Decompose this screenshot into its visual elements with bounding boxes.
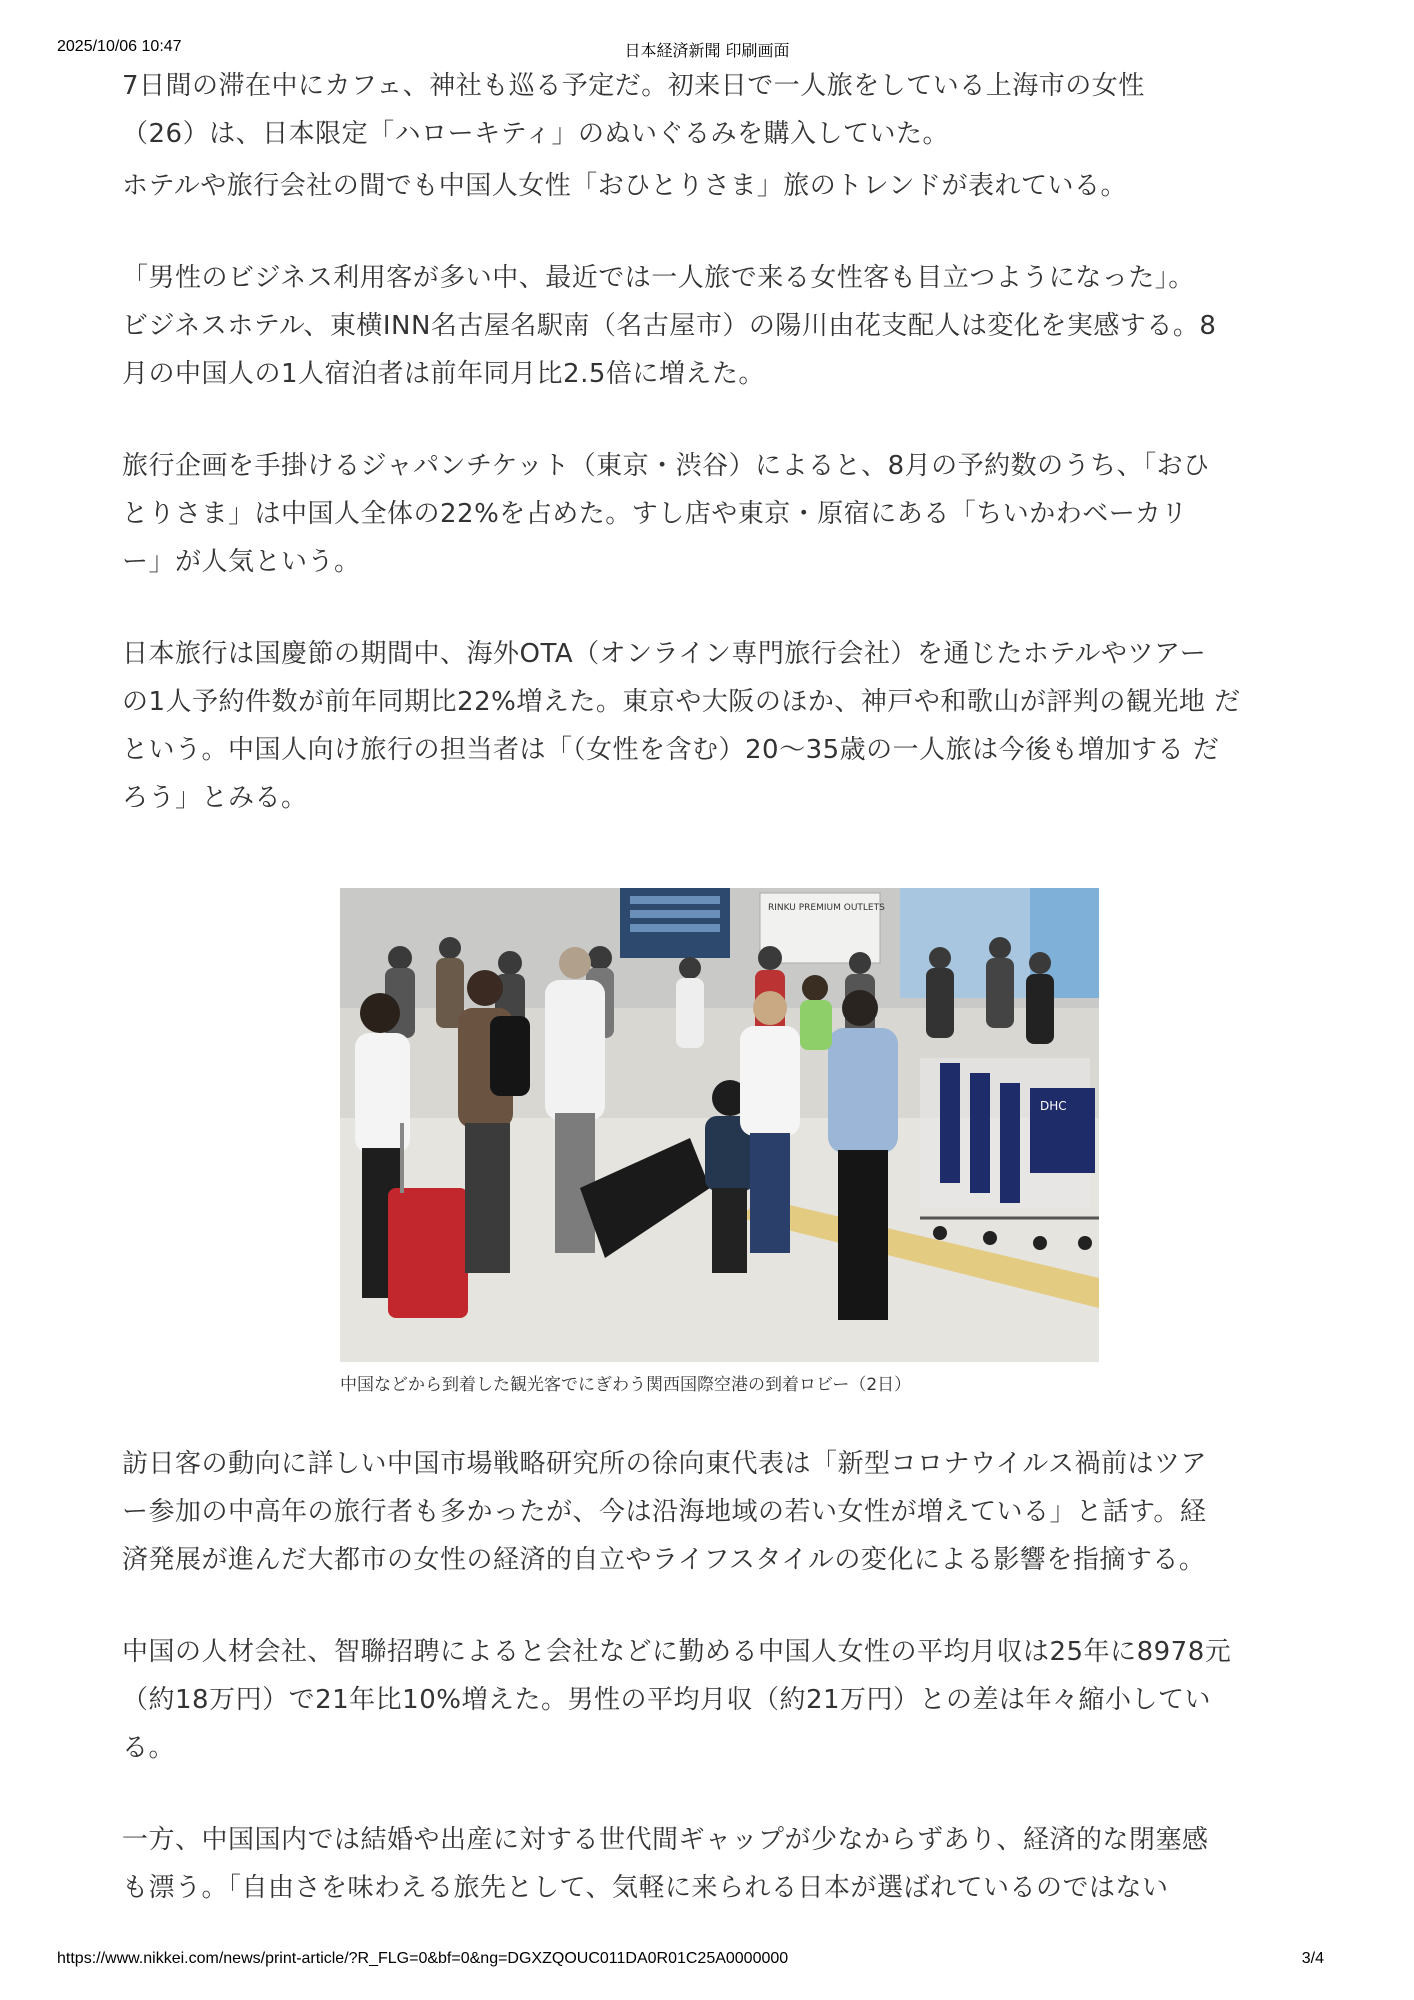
paragraph-line: （約18万円）で21年比10%増えた。男性の平均月収（約21万円）との差は年々縮小してい	[122, 1685, 1212, 1715]
paragraph	[122, 442, 1334, 586]
paragraph-line: る。	[122, 1733, 176, 1763]
paragraph	[122, 1440, 1334, 1584]
print-url: https://www.nikkei.com/news/print-article/?R_FLG=0&bf=0&ng=DGXZQOUC011DA0R01C25A0000000	[57, 1950, 789, 1967]
paragraph-line: 日本旅行は国慶節の期間中、海外OTA（オンライン専門旅行会社）を通じたホテルやツアー	[122, 639, 1207, 669]
paragraph-line: ろう」とみる。	[122, 783, 308, 813]
photo-caption: 中国などから到着した観光客でにぎわう関西国際空港の到着ロビー（2日）	[340, 1375, 912, 1395]
paragraph-line: も漂う。「自由さを味わえる旅先として、気軽に来られる日本が選ばれているのではない	[122, 1873, 1169, 1903]
article-body-continued	[122, 1440, 1334, 1912]
paragraph-line: 旅行企画を手掛けるジャパンチケット（東京・渋谷）によると、8月の予約数のうち、「おひ	[122, 451, 1210, 481]
paragraph-line: の1人予約件数が前年同期比22%増えた。東京や大阪のほか、神戸や和歌山が評判の観光地 だ	[122, 687, 1241, 717]
outlets-sign: RINKU PREMIUM OUTLETS	[768, 903, 885, 913]
paragraph-line: という。中国人向け旅行の担当者は「（女性を含む）20～35歳の一人旅は今後も増加する だ	[122, 735, 1220, 765]
paragraph-line: ビジネスホテル、東横INN名古屋名駅南（名古屋市）の陽川由花支配人は変化を実感する。8	[122, 311, 1217, 341]
dhc-sign: DHC	[1040, 1099, 1067, 1113]
paragraph-line: 一方、中国国内では結婚や出産に対する世代間ギャップが少なからずあり、経済的な閉塞感	[122, 1825, 1209, 1855]
paragraph-line: 済発展が進んだ大都市の女性の経済的自立やライフスタイルの変化による影響を指摘する。	[122, 1545, 1206, 1575]
paragraph-line: ホテルや旅行会社の間でも中国人女性「おひとりさま」旅のトレンドが表れている。	[122, 171, 1128, 201]
paragraph	[122, 1628, 1334, 1772]
print-datetime: 2025/10/06 10:47	[57, 38, 182, 55]
paragraph	[122, 1816, 1334, 1912]
paragraph-line: 中国の人材会社、智聯招聘によると会社などに勤める中国人女性の平均月収は25年に8978元	[122, 1637, 1232, 1667]
paragraph-line: 月の中国人の1人宿泊者は前年同月比2.5倍に増えた。	[122, 359, 765, 389]
paragraph	[122, 162, 1334, 210]
paragraph-line: 訪日客の動向に詳しい中国市場戦略研究所の徐向東代表は「新型コロナウイルス禍前はツア	[122, 1449, 1207, 1479]
paragraph-line: とりさま」は中国人全体の22%を占めた。すし店や東京・原宿にある「ちいかわベーカリ	[122, 499, 1188, 529]
paragraph-line: 「男性のビジネス利用客が多い中、最近では一人旅で来る女性客も目立つようになった」。	[122, 263, 1195, 293]
paragraph-line: 7日間の滞在中にカフェ、神社も巡る予定だ。初来日で一人旅をしている上海市の女性	[122, 71, 1145, 101]
paragraph-line: （26）は、日本限定「ハローキティ」のぬいぐるみを購入していた。	[122, 119, 950, 149]
paragraph-line: ー」が人気という。	[122, 547, 361, 577]
paragraph	[122, 254, 1334, 398]
article-figure	[340, 888, 1099, 1395]
paragraph-line: ー参加の中高年の旅行者も多かったが、今は沿海地域の若い女性が増えている」と話す。経	[122, 1497, 1207, 1527]
paragraph	[122, 62, 1334, 158]
print-title: 日本経済新聞 印刷画面	[624, 41, 790, 60]
article-body	[122, 62, 1334, 822]
paragraph	[122, 630, 1334, 822]
airport-photo	[340, 888, 1099, 1362]
page-number: 3/4	[1301, 1950, 1324, 1967]
